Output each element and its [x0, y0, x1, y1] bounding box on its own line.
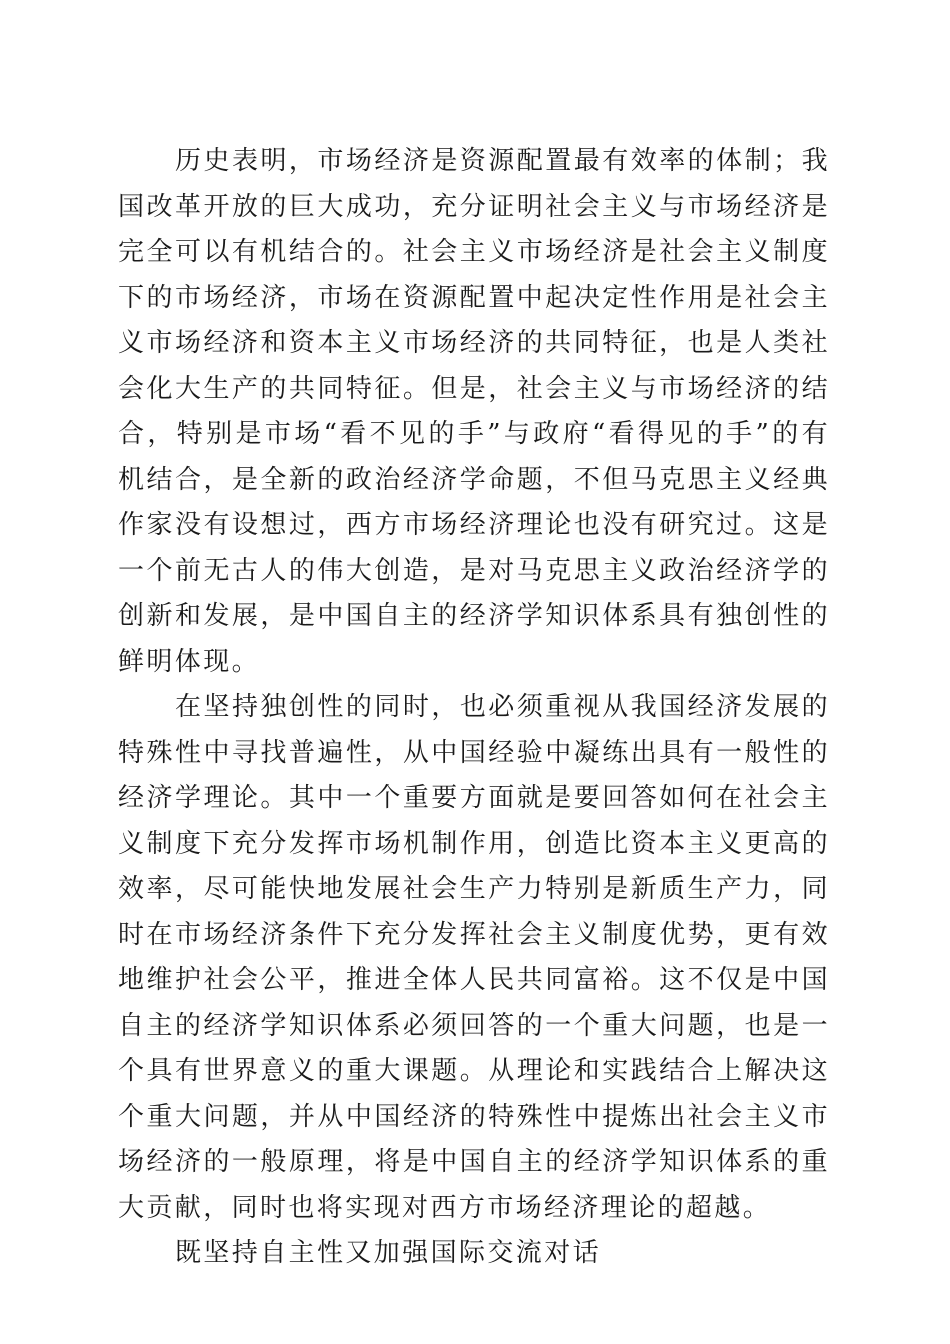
paragraph-originality: 历史表明，市场经济是资源配置最有效率的体制；我国改革开放的巨大成功，充分证明社会主义与市场经济是完全可以有机结合的。社会主义市场经济是社会主义制度下的市场经济，市场在资源配置中起决定性作用是社会主义市场经济和资本主义市场经济的共同特征，也是人类社会化大生产的共同特征。但是，社会主义与市场经济的结合，特别是市场“看不见的手”与政府“看得见的手”的有机结合，是全新的政治经济学命题，不但马克思主义经典作家没有设想过，西方市场经济理论也没有研究过。这是一个前无古人的伟大创造，是对马克思主义政治经济学的创新和发展，是中国自主的经济学知识体系具有独创性的鲜明体现。	[118, 146, 830, 677]
article-body	[118, 139, 830, 1277]
section-heading: 既坚持自主性又加强国际交流对话	[175, 1238, 602, 1268]
paragraph-universality: 在坚持独创性的同时，也必须重视从我国经济发展的特殊性中寻找普遍性，从中国经验中凝练出具有一般性的经济学理论。其中一个重要方面就是要回答如何在社会主义制度下充分发挥市场机制作用，创造比资本主义更高的效率，尽可能快地发展社会生产力特别是新质生产力，同时在市场经济条件下充分发挥社会主义制度优势，更有效地维护社会公平，推进全体人民共同富裕。这不仅是中国自主的经济学知识体系必须回答的一个重大问题，也是一个具有世界意义的重大课题。从理论和实践结合上解决这个重大问题，并从中国经济的特殊性中提炼出社会主义市场经济的一般原理，将是中国自主的经济学知识体系的重大贡献，同时也将实现对西方市场经济理论的超越。	[118, 692, 830, 1223]
